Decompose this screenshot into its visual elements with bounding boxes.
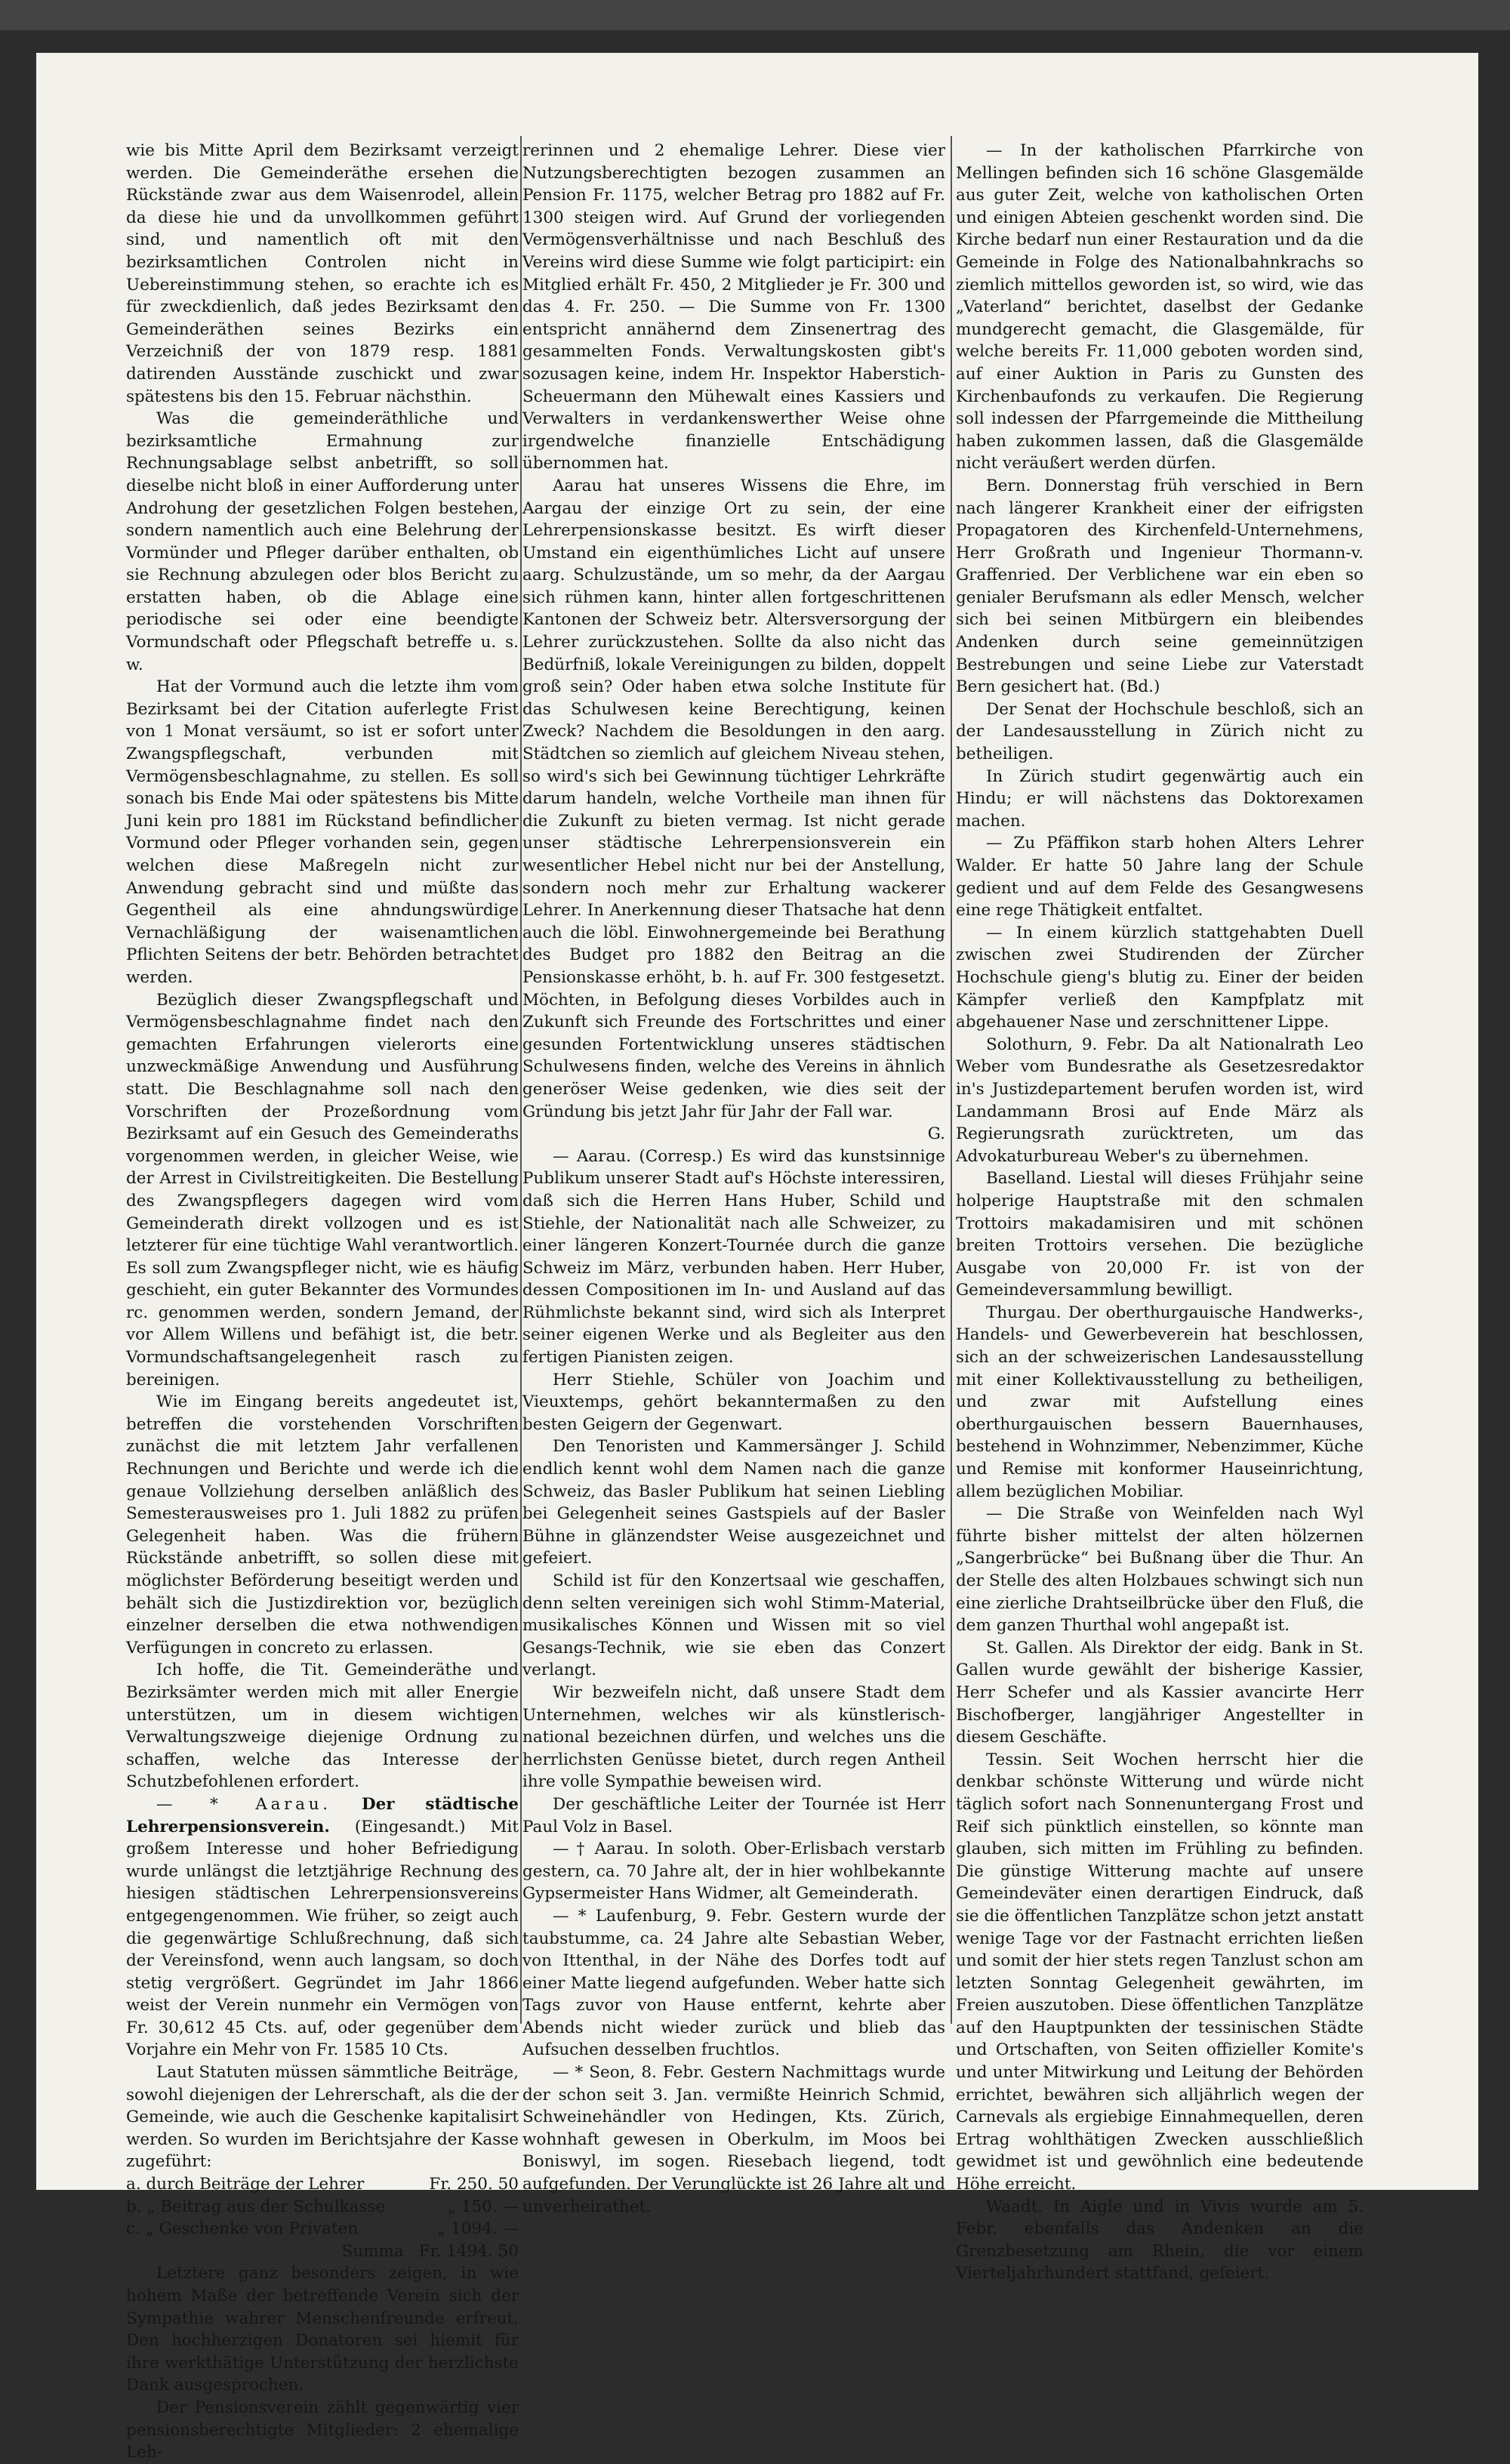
col2-paragraph: — * Seon, 8. Febr. Gestern Nachmittags wurde der schon seit 3. Jan. vermißte Heinrich Schmid, Schweinehändler von Hedingen, Kts. Zürich, wohnhaft gewesen in Oberkulm, im Moos bei Boniswyl, im sogen. Riesebach liegend, todt aufgefunden. Der Verunglückte ist 26 Jahre alt und unverheirathet. [522,2063,945,2216]
col2-paragraph: Herr Stiehle, Schüler von Joachim und Vieuxtemps, gehört bekanntermaßen zu den besten Geigern der Gegenwart. [522,1370,945,1434]
col3-paragraph: Solothurn, 9. Febr. Da alt Nationalrath Leo Weber vom Bundesrathe als Gesetzesredaktor in's Justizdepartement berufen worden ist, wird Landammann Brosi auf Ende März als Regierungsrath zurücktreten, um das Advokaturbureau Weber's zu übernehmen. [956,1035,1364,1166]
ledger-label: a. durch Beiträge der Lehrer [126,2175,365,2194]
col2-paragraph: Der geschäftliche Leiter der Tournée ist Herr Paul Volz in Basel. [522,1794,945,1836]
col3-paragraph: Waadt. In Aigle und in Vivis wurde am 5. Febr. ebenfalls das Andenken an die Grenzbesetzung am Rhein, die vor einem Vierteljahrhundert stattfand, gefeiert. [956,2197,1364,2284]
col1-paragraph: Bezüglich dieser Zwangspflegschaft und Vermögensbeschlagnahme findet nach den gemachten Erfahrungen vielerorts eine unzweckmäßige Anwendung und Ausführung statt. Die Beschlagnahme soll nach den Vorschriften der Prozeßordnung vom Bezirksamt auf ein Gesuch des Gemeinderaths vorgenommen werden, in gleicher Weise, wie der Arrest in Civilstreitigkeiten. Die Bestellung des Zwangspflegers dagegen wird vom Gemeinderath direkt vollzogen und es ist letzterer für eine tüchtige Wahl verantwortlich. Es soll zum Zwangspfleger nicht, wie es häufig geschieht, ein guter Bekannter des Vormundes rc. genommen werden, sondern Jemand, der vor Allem Willens und befähigt ist, die betr. Vormundschaftsangelegenheit rasch zu bereinigen. [126,990,519,1389]
col3-paragraph: — In einem kürzlich stattgehabten Duell zwischen zwei Studirenden der Zürcher Hochschule gieng's blutig zu. Einer der beiden Kämpfer verließ den Kampfplatz mit abgehauener Nase und zerschnittener Lippe. [956,923,1364,1032]
ledger-total [126,2240,519,2263]
col1-paragraph: Ich hoffe, die Tit. Gemeinderäthe und Bezirksämter werden mich mit aller Energie unterstützen, um in diesem wichtigen Verwaltungszweige diejenige Ordnung zu schaffen, welche das Interesse der Schutzbefohlenen erfordert. [126,1661,519,1792]
ledger-total-value: Fr. 1494. 50 [418,2241,519,2261]
col3-paragraph: — In der katholischen Pfarrkirche von Mellingen befinden sich 16 schöne Glasgemälde aus guter Zeit, welche von katholischen Orten und einigen Abteien geschenkt worden sind. Die Kirche bedarf nun einer Restauration und da die Gemeinde in Folge des Nationalbahnkrachs so ziemlich mittellos geworden ist, so wird, wie das „Vaterland“ berichtet, daselbst der Gedanke mundgerecht gemacht, die Glasgemälde, für welche bereits Fr. 11,000 geboten worden sind, auf einer Auktion in Paris zu Gunsten des Kirchenbaufonds zu verkaufen. Die Regierung soll indessen der Pfarrgemeinde die Mittheilung haben zukommen lassen, daß die Glasgemälde nicht veräußert werden dürfen. [956,141,1364,473]
col3-paragraph: Der Senat der Hochschule beschloß, sich an der Landesausstellung in Zürich nicht zu betheiligen. [956,699,1364,764]
ledger-value: Fr. 250. 50 [429,2175,519,2194]
ledger-value: „ 150. — [447,2197,519,2216]
col3-paragraph: Thurgau. Der oberthurgauische Handwerks-, Handels- und Gewerbeverein hat beschlossen, sich an der schweizerischen Landesausstellung mit einer Kollektivausstellung zu betheiligen, und zwar mit Aufstellung eines oberthurgauischen bessern Bauernhauses, bestehend in Wohnzimmer, Nebenzimmer, Küche und Remise mit konformer Hauseinrichtung, allem bezüglichen Mobiliar. [956,1303,1364,1501]
col1-paragraph: wie bis Mitte April dem Bezirksamt verzeigt werden. Die Gemeinderäthe ersehen die Rückstände zwar aus dem Waisenrodel, allein da diese hie und da unvollkommen geführt sind, und namentlich oft mit den bezirksamtlichen Controlen nicht in Uebereinstimmung stehen, so erachte ich es für zweckdienlich, daß jedes Bezirksamt den Gemeinderäthen seines Bezirks ein Verzeichniß der von 1879 resp. 1881 datirenden Ausstände zuschickt und zwar spätestens bis den 15. Februar nächsthin. [126,141,519,406]
col1-paragraph: Letztere ganz besonders zeigen, in wie hohem Maße der betreffende Verein sich der Sympathie wahrer Menschenfreunde erfreut. Den hochherzigen Donatoren sei hiemit für ihre werkthätige Unterstützung der herzlichste Dank ausgesprochen. [126,2264,519,2395]
col1-paragraph: Was die gemeinderäthliche und bezirksamtliche Ermahnung zur Rechnungsablage selbst anbetrifft, so soll dieselbe nicht bloß in einer Aufforderung unter Androhung der gesetzlichen Folgen bestehen, sondern namentlich auch eine Belehrung der Vormünder und Pfleger darüber enthalten, ob sie Rechnung abzulegen oder blos Bericht zu erstatten haben, ob die Ablage eine periodische sei oder eine beendigte Vormundschaft oder Pflegschaft betreffe u. s. w. [126,409,519,674]
col3-paragraph: St. Gallen. Als Direktor der eidg. Bank in St. Gallen wurde gewählt der bisherige Kassier, Herr Schefer und als Kassier avancirte Herr Bischofberger, langjähriger Angestellter in diesem Geschäfte. [956,1638,1364,1747]
ledger-label: b. „ Beitrag aus der Schulkasse [126,2197,386,2216]
column-3 [956,140,1364,2285]
article-body: (Eingesandt.) Mit großem Interesse und hoher Befriedigung wurde unlängst die letztjährige Rechnung des hiesigen städtischen Lehrerpensionsvereins entgegengenommen. Wie früher, so zeigt auch die gegenwärtige Schlußrechnung, daß sich der Vereinsfond, wenn auch langsam, so doch stetig vergrößert. Gegründet im Jahr 1866 weist der Verein nunmehr ein Vermögen von Fr. 30,612 45 Cts. auf, oder gegenüber dem Vorjahre ein Mehr von Fr. 1585 10 Cts. [126,1817,519,2060]
col1-paragraph: Der Pensionsverein zählt gegenwärtig vier pensionsberechtigte Mitglieder: 2 ehemalige Leh- [126,2398,519,2462]
col1-article-aarau-pension [126,1793,519,2062]
signature: G. [927,1124,945,1144]
column-1 [126,140,519,2464]
article-headline: Der städtische Lehrerpensionsverein. [126,1794,519,1836]
col3-paragraph: — Die Straße von Weinfelden nach Wyl führte bisher mittelst der alten hölzernen „Sangerbrücke“ bei Bußnang über die Thur. An der Stelle des alten Holzbaues schwingt sich nun eine zierliche Drahtseilbrücke über den Fluß, die dem ganzen Thurthal wohl angepaßt ist. [956,1504,1364,1636]
contribution-ledger [126,2173,519,2262]
scan-top-edge [0,0,1510,30]
column-divider [951,136,952,2024]
column-2 [522,140,945,2218]
ledger-row [126,2173,519,2196]
article-dateline: — * Aarau. [156,1794,331,1814]
col2-paragraph: rerinnen und 2 ehemalige Lehrer. Diese vier Nutzungsberechtigten bezogen zusammen an Pension Fr. 1175, welcher Betrag pro 1882 auf Fr. 1300 steigen wird. Auf Grund der vorliegenden Vermögensverhältnisse und nach Beschluß des Vereins wird diese Summe wie folgt participirt: ein Mitglied erhält Fr. 450, 2 Mitglieder je Fr. 300 und das 4. Fr. 250. — Die Summe von Fr. 1300 entspricht annähernd dem Zinsenertrag des gesammelten Fonds. Verwaltungskosten gibt's sozusagen keine, indem Hr. Inspektor Haberstich-Scheuermann den Mühewalt eines Kassiers und Verwalters in verdankenswerther Weise ohne irgendwelche finanzielle Entschädigung übernommen hat. [522,141,945,473]
col2-paragraph: Wir bezweifeln nicht, daß unsere Stadt dem Unternehmen, welches wir als künstlerisch-national bezeichnen dürfen, und welches uns die herrlichsten Genüsse bietet, durch regen Antheil ihre volle Sympathie beweisen wird. [522,1682,945,1792]
col2-paragraph: — * Laufenburg, 9. Febr. Gestern wurde der taubstumme, ca. 24 Jahre alte Sebastian Weber, von Ittenthal, in der Nähe des Dorfes todt auf einer Matte liegend aufgefunden. Weber hatte sich Tags zuvor von Hause entfernt, kehrte aber Abends nicht wieder zurück und blieb das Aufsuchen desselben fruchtlos. [522,1906,945,2060]
ledger-row [126,2196,519,2219]
col3-paragraph: Baselland. Liestal will dieses Frühjahr seine holperige Hauptstraße mit den schmalen Trottoirs makadamisiren und mit schönen breiten Trottoirs versehen. Die bezügliche Ausgabe von 20,000 Fr. ist von der Gemeindeversammlung bewilligt. [956,1169,1364,1300]
column-divider [520,136,522,2024]
ledger-label: c. „ Geschenke von Privaten [126,2219,359,2239]
col1-paragraph: Wie im Eingang bereits angedeutet ist, betreffen die vorstehenden Vorschriften zunächst die mit letztem Jahr verfallenen Rechnungen und Berichte und werde ich die genaue Vollziehung derselben anläßlich des Semesterausweises pro 1. Juli 1882 zu prüfen Gelegenheit haben. Was die frühern Rückstände anbetrifft, so sollen diese mit möglichster Beförderung beseitigt werden und behält sich die Justizdirektion vor, bezüglich einzelner derselben die etwa nothwendigen Verfügungen in concreto zu erlassen. [126,1392,519,1658]
col2-paragraph: Schild ist für den Konzertsaal wie geschaffen, denn selten vereinigen sich wohl Stimm-Material, musikalisches Können und Wissen mit so viel Gesangs-Technik, wie sie eben das Conzert verlangt. [522,1571,945,1680]
col1-paragraph: Hat der Vormund auch die letzte ihm vom Bezirksamt bei der Citation auferlegte Frist von 1 Monat versäumt, so ist er sofort unter Zwangspflegschaft, verbunden mit Vermögensbeschlagnahme, zu stellen. Es soll sonach bis Ende Mai oder spätestens bis Mitte Juni kein pro 1881 im Rückstand befindlicher Vormund oder Pfleger vorhanden sein, gegen welchen diese Maßregeln nicht zur Anwendung gebracht sind und müßte das Gegentheil als eine ahndungswürdige Vernachläßigung der waisenamtlichen Pflichten Seitens der betr. Behörden betrachtet werden. [126,677,519,987]
col1-paragraph: Laut Statuten müssen sämmtliche Beiträge, sowohl diejenigen der Lehrerschaft, als die der Gemeinde, wie auch die Geschenke kapitalisirt werden. So wurden im Berichtsjahre der Kasse zugeführt: [126,2063,519,2172]
ledger-value: „ 1094. — [437,2219,519,2239]
col2-paragraph: — Aarau. (Corresp.) Es wird das kunstsinnige Publikum unserer Stadt auf's Höchste interessiren, daß sich die Herren Hans Huber, Schild und Stiehle, der Nationalität nach alle Schweizer, zu einer längeren Konzert-Tournée durch die ganze Schweiz im März, verbunden haben. Herr Huber, dessen Compositionen im In- und Ausland auf das Rühmlichste bekannt sind, wird sich als Interpret seiner eigenen Werke und als Begleiter aus den fertigen Pianisten zeigen. [522,1146,945,1368]
col2-paragraph: Aarau hat unseres Wissens die Ehre, im Aargau der einzige Ort zu sein, der eine Lehrerpensionskasse besitzt. Es wirft dieser Umstand ein eigenthümliches Licht auf unsere aarg. Schulzustände, um so mehr, da der Aargau sich rühmen kann, hinter allen fortgeschrittenen Kantonen der Schweiz betr. Altersversorgung der Lehrer zurückzustehen. Sollte da also nicht das Bedürfniß, lokale Vereinigungen zu bilden, doppelt groß sein? Oder haben etwa solche Institute für das Schulwesen keine Berechtigung, keinen Zweck? Nachdem die Besoldungen in den aarg. Städtchen so ziemlich auf gleichem Niveau stehen, so wird's sich bei Gewinnung tüchtiger Lehrkräfte darum handeln, welche Vortheile man ihnen für die Zukunft zu bieten vermag. Ist nicht gerade unser städtische Lehrerpensionsverein ein wesentlicher Hebel nicht nur bei der Anstellung, sondern noch mehr zur Erhaltung wackerer Lehrer. In Anerkennung dieser Thatsache hat denn auch die löbl. Einwohnergemeinde bei Berathung des Budget pro 1882 den Beitrag an die Pensionskasse erhöht, b. h. auf Fr. 300 festgesetzt. Möchten, in Befolgung dieses Vorbildes auch in Zukunft sich Freunde des Fortschrittes und einer gesunden Fortentwicklung unseres städtischen Schulwesens finden, welche des Vereins in ähnlich generöser Weise gedenken, wie dies seit der Gründung bis jetzt Jahr für Jahr der Fall war. [522,476,945,1121]
col3-paragraph: Tessin. Seit Wochen herrscht hier die denkbar schönste Witterung und würde nicht täglich sofort nach Sonnenuntergang Frost und Reif sich pünktlich einstellen, so könnte man glauben, sich mitten im Frühling zu befinden. Die günstige Witterung machte auf unsere Gemeindeväter einen derartigen Eindruck, daß sie die öffentlichen Tanzplätze schon jetzt anstatt wenige Tage vor der Fastnacht errichten ließen und somit der hier stets regen Tanzlust schon am letzten Sonntag Gelegenheit gewährten, im Freien auszutoben. Diese öffentlichen Tanzplätze auf den Hauptpunkten der tessinischen Städte und Ortschaften, von Seiten offizieller Komite's und unter Mitwirkung und Leitung der Behörden errichtet, bewähren sich alljährlich wegen der Carnevals als ergiebige Einnahmequellen, deren Ertrag wohlthätigen Zwecken ausschließlich gewidmet ist und gewöhnlich eine bedeutende Höhe erreicht. [956,1750,1364,2194]
col3-paragraph: Bern. Donnerstag früh verschied in Bern nach längerer Krankheit einer der eifrigsten Propagatoren des Kirchenfeld-Unternehmens, Herr Großrath und Ingenieur Thormann-v. Graffenried. Der Verblichene war ein eben so genialer Berufsmann als edler Mensch, welcher sich bei seinen Mitbürgern ein bleibendes Andenken durch seine gemeinnützigen Bestrebungen und seine Liebe zur Vaterstadt Bern gesichert hat. (Bd.) [956,476,1364,697]
col3-paragraph: In Zürich studirt gegenwärtig auch ein Hindu; er will nächstens das Doktorexamen machen. [956,766,1364,831]
ledger-row [126,2218,519,2240]
ledger-total-label: Summa [341,2241,404,2261]
col2-paragraph: Den Tenoristen und Kammersänger J. Schild endlich kennt wohl dem Namen nach die ganze Schweiz, das Basler Publikum hat seinen Liebling bei Gelegenheit seines Gastspiels auf der Basler Bühne in glänzendster Weise ausgezeichnet und gefeiert. [522,1437,945,1568]
col3-paragraph: — Zu Pfäffikon starb hohen Alters Lehrer Walder. Er hatte 50 Jahre lang der Schule gedient und auf dem Felde des Gesangwesens eine rege Thätigkeit entfaltet. [956,834,1364,921]
col2-paragraph: — † Aarau. In soloth. Ober-Erlisbach verstarb gestern, ca. 70 Jahre alt, der in hier wohlbekannte Gypsermeister Hans Widmer, alt Gemeinderath. [522,1840,945,1904]
